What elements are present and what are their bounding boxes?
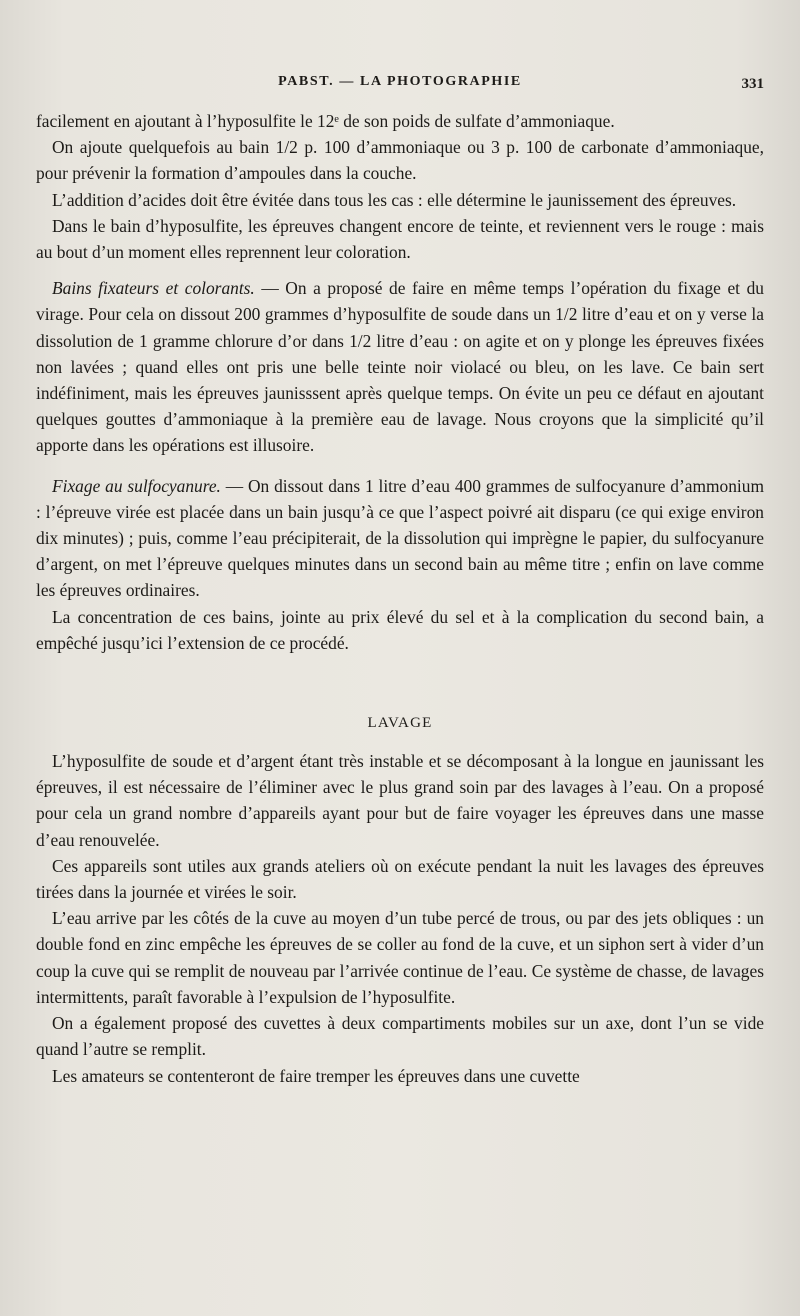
section-gap bbox=[36, 656, 764, 710]
paragraph-lead-bains-fixateurs: Bains fixateurs et colorants. bbox=[52, 278, 255, 299]
paragraph-lavage-1: L’hyposulfite de soude et d’argent étant très instable et se décomposant à la longue en jaunissant les épreuves, il est nécessaire de l’éliminer avec le plus grand soin par des lavages à l’eau. On a proposé pour cela un grand nombre d’appareils ayant pour but de faire voyager les épreuves dans une masse d’eau renouvelée. bbox=[36, 751, 764, 850]
paragraph-bains-fixateurs bbox=[36, 275, 764, 458]
page-header bbox=[36, 74, 764, 98]
paragraph-text-fixage-sulfocyanure: — On dissout dans 1 litre d’eau 400 grammes de sulfocyanure d’ammonium : l’épreuve virée est placée dans un bain jusqu’à ce que l’aspect poivré ait disparu (ce qui exige environ dix minutes) ; puis, comme l’eau précipiterait, de la dissolution qui imprègne le papier, du sulfocyanure d’argent, on met l’épreuve quelques minutes dans un second bain au même titre ; enfin on lave comme les épreuves ordinaires. bbox=[36, 475, 764, 601]
running-head: PABST. — LA PHOTOGRAPHIE bbox=[278, 74, 522, 89]
paragraph-lavage-2: Ces appareils sont utiles aux grands ateliers où on exécute pendant la nuit les lavages des épreuves tirées dans la journée et virées le soir. bbox=[36, 855, 764, 903]
paragraph-lavage-4: On a également proposé des cuvettes à deux compartiments mobiles sur un axe, dont l’un se vide quand l’autre se remplit. bbox=[36, 1013, 764, 1060]
paragraph-lead-fixage-sulfocyanure: Fixage au sulfocyanure. bbox=[52, 475, 221, 496]
paragraph-2: On ajoute quelquefois au bain 1/2 p. 100 d’ammoniaque ou 3 p. 100 de carbonate d’ammoniaque, pour prévenir la formation d’ampoules dans la couche. bbox=[36, 137, 764, 184]
paragraph-3: L’addition d’acides doit être évitée dans tous les cas : elle détermine le jaunissement des épreuves. bbox=[52, 189, 737, 210]
page-content bbox=[36, 108, 764, 1089]
paragraph-concentration: La concentration de ces bains, jointe au prix élevé du sel et à la complication du second bain, a empêché jusqu’ici l’extension de ce procédé. bbox=[36, 606, 764, 653]
paragraph-4: Dans le bain d’hyposulfite, les épreuves changent encore de teinte, et reviennent vers le rouge : mais au bout d’un moment elles reprennent leur coloration. bbox=[36, 215, 764, 263]
paragraph-fixage-sulfocyanure bbox=[36, 473, 764, 604]
paragraph-text-bains-fixateurs: — On a proposé de faire en même temps l’opération du fixage et du virage. Pour cela on dissout 200 grammes d’hyposulfite de soude dans un 1/2 litre d’eau et on y verse la dissolution de 1 gramme chlorure d’or dans 1/2 litre d’eau : on agite et on y plonge les épreuves fixées non lavées ; quand elles ont pris une belle teinte noir violacé ou bleu, on les lave. Ce bain sert indéfiniment, mais les épreuves jaunisssent après quelque temps. On évite un peu ce défaut en ajoutant quelques gouttes d’ammoniaque à la première eau de lavage. Nous croyons que la simplicité qu’il apporte dans les opérations est illusoire. bbox=[36, 278, 764, 456]
paragraph-lavage-3: L’eau arrive par les côtés de la cuve au moyen d’un tube percé de trous, ou par des jets obliques : un double fond en zinc empêche les épreuves de se coller au fond de la cuve, et un siphon sert à vider d’un coup la cuve qui se remplit de nouveau par l’arrivée continue de l’eau. Ce système de chasse, de lavages intermittents, paraît favorable à l’expulsion de l’hyposulfite. bbox=[36, 908, 764, 1007]
section-title-lavage: LAVAGE bbox=[367, 715, 433, 732]
paragraph-gap bbox=[36, 459, 764, 473]
page-number: 331 bbox=[741, 76, 764, 92]
paragraph-lavage-5: Les amateurs se contenteront de faire tremper les épreuves dans une cuvette bbox=[52, 1065, 580, 1086]
paragraph-1: facilement en ajoutant à l’hyposulfite le 12ᵉ de son poids de sulfate d’ammoniaque. bbox=[36, 111, 615, 131]
paragraph-gap bbox=[36, 265, 764, 275]
